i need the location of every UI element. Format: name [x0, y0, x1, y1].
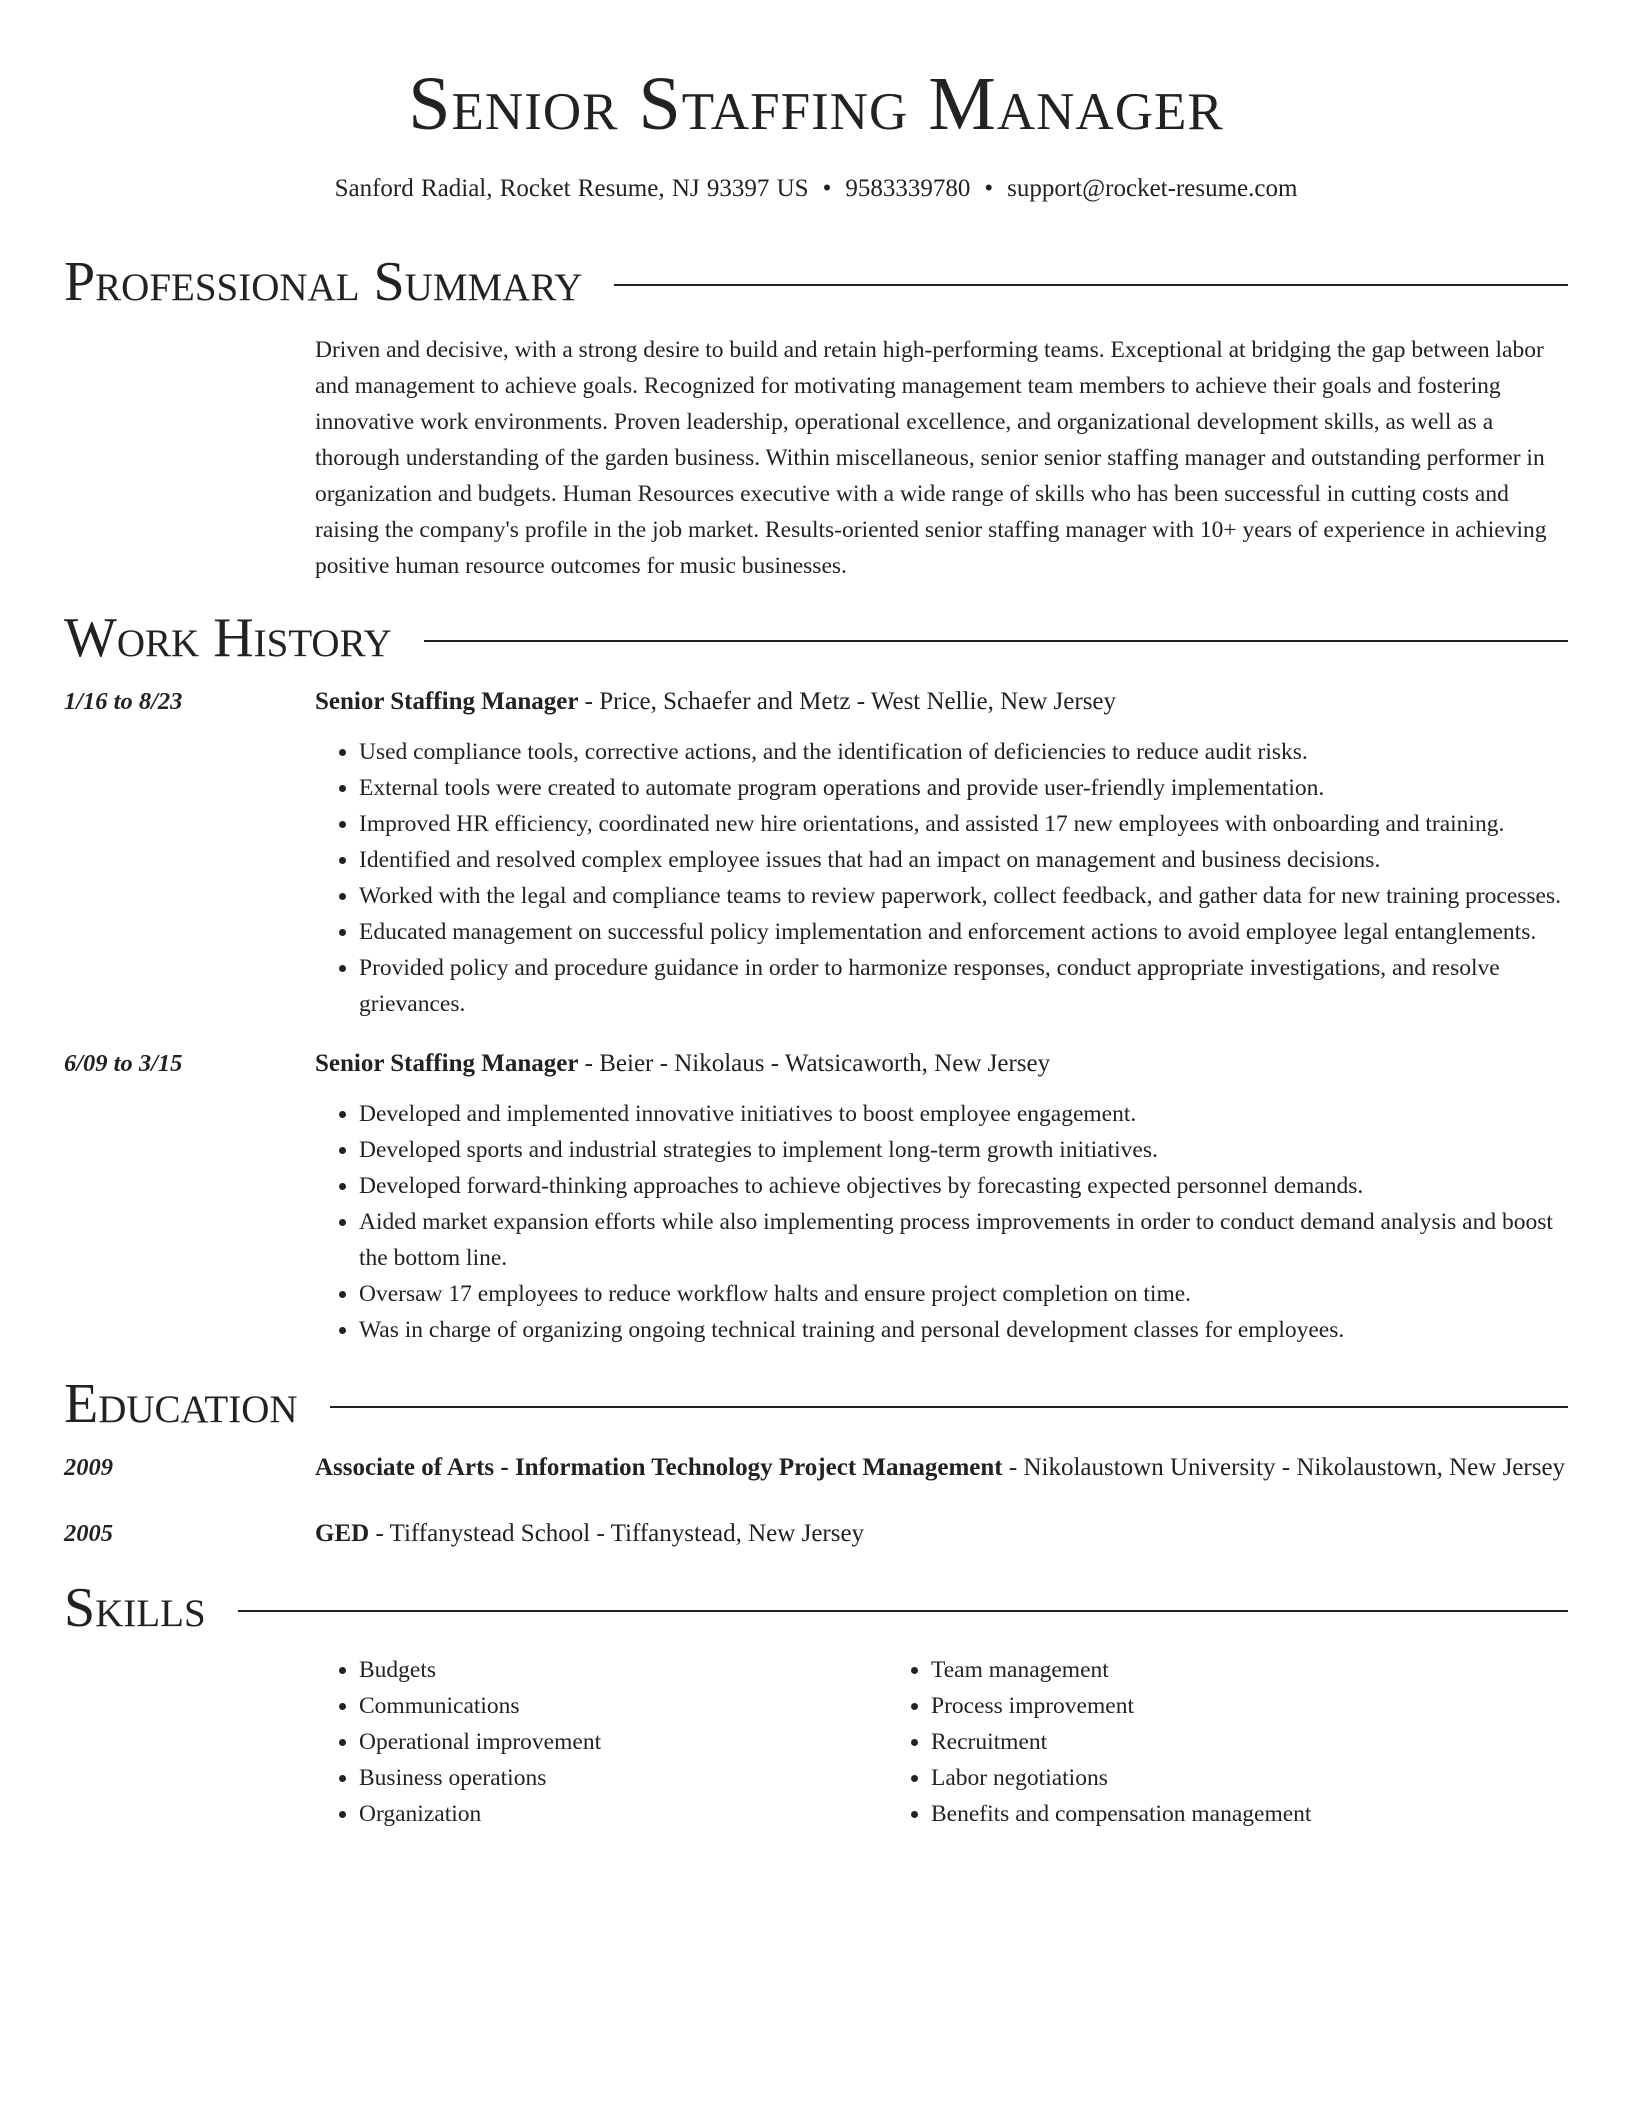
contact-email: support@rocket-resume.com [1007, 175, 1298, 202]
skill-item: • Organization [359, 1796, 887, 1832]
job-title-line [315, 1044, 1568, 1084]
skill-item: • Recruitment [931, 1724, 1568, 1760]
education-section-title: Education [64, 1373, 298, 1435]
job-dates: 6/09 to 3/15 [64, 1050, 183, 1077]
education-section-header [64, 1372, 1568, 1436]
list-item: • Developed sports and industrial strategies to implement long-term growth initiatives. [359, 1132, 1568, 1168]
job-entry [64, 682, 1568, 1022]
education-info [315, 1448, 1568, 1488]
list-item: • Improved HR efficiency, coordinated new hire orientations, and assisted 17 new employees with onboarding and training. [359, 806, 1568, 842]
education-entry [64, 1448, 1568, 1488]
education-year: 2009 [64, 1454, 113, 1481]
job-info [315, 682, 1568, 1022]
skills-section-title: Skills [64, 1577, 206, 1639]
skill-item: • Budgets [359, 1652, 887, 1688]
skill-item: • Operational improvement [359, 1724, 887, 1760]
summary-section-title: Professional Summary [64, 251, 583, 313]
section-divider [614, 284, 1568, 286]
job-info [315, 1044, 1568, 1348]
job-role: Senior Staffing Manager [315, 688, 579, 715]
section-divider [238, 1610, 1568, 1612]
list-item: • Aided market expansion efforts while also implementing process improvements in order to conduct demand analysis and boost the bottom line. [359, 1204, 1568, 1276]
skill-item: • Process improvement [931, 1688, 1568, 1724]
skill-item: • Team management [931, 1652, 1568, 1688]
skills-column-left [315, 1652, 887, 1832]
job-details: - Price, Schaefer and Metz - West Nellie, New Jersey [578, 688, 1117, 715]
job-role: Senior Staffing Manager [315, 1050, 579, 1077]
list-item: • Developed and implemented innovative initiatives to boost employee engagement. [359, 1096, 1568, 1132]
list-item: • Worked with the legal and compliance teams to review paperwork, collect feedback, and gather data for new training processes. [359, 878, 1568, 914]
list-item: • Was in charge of organizing ongoing technical training and personal development classes for employees. [359, 1312, 1568, 1348]
work-section-header [64, 606, 1568, 670]
list-item: • External tools were created to automate program operations and provide user-friendly implementation. [359, 770, 1568, 806]
section-divider [330, 1406, 1568, 1408]
list-item: • Developed forward-thinking approaches to achieve objectives by forecasting expected personnel demands. [359, 1168, 1568, 1204]
summary-section-header [64, 250, 1568, 314]
list-item: • Educated management on successful policy implementation and enforcement actions to avoid employee legal entanglements. [359, 914, 1568, 950]
education-info [315, 1514, 1568, 1554]
list-item: • Oversaw 17 employees to reduce workflow halts and ensure project completion on time. [359, 1276, 1568, 1312]
skills-column-right [887, 1652, 1568, 1832]
skill-item: • Benefits and compensation management [931, 1796, 1568, 1832]
education-year: 2005 [64, 1520, 113, 1547]
education-details: - Nikolaustown University - Nikolaustown, New Jersey [1002, 1454, 1566, 1481]
job-title-line [315, 682, 1568, 722]
summary-text: Driven and decisive, with a strong desire to build and retain high-performing teams. Exceptional at bridging the gap between labor and management to achieve goals. Recognized for motivating management team members to achieve their goals and fostering innovative work environments. Proven leadership, operational excellence, and organizational development skills, as well as a thorough understanding of the garden business. Within miscellaneous, senior senior staffing manager and outstanding performer in organization and budgets. Human Resources executive with a wide range of skills who has been successful in cutting costs and raising the company's profile in the job market. Results-oriented senior staffing manager with 10+ years of experience in achieving positive human resource outcomes for music businesses. [315, 337, 1547, 579]
list-item: • Provided policy and procedure guidance in order to harmonize responses, conduct appropriate investigations, and resolve grievances. [359, 950, 1568, 1022]
job-dates: 1/16 to 8/23 [64, 688, 183, 715]
list-item: • Used compliance tools, corrective actions, and the identification of deficiencies to reduce audit risks. [359, 734, 1568, 770]
list-item: • Identified and resolved complex employee issues that had an impact on management and business decisions. [359, 842, 1568, 878]
skill-item: • Labor negotiations [931, 1760, 1568, 1796]
job-bullets [315, 734, 1568, 1022]
contact-address: Sanford Radial, Rocket Resume, NJ 93397 US [334, 175, 809, 202]
education-degree: Associate of Arts - Information Technology Project Management [315, 1454, 1003, 1481]
education-details: - Tiffanystead School - Tiffanystead, New Jersey [369, 1520, 865, 1547]
job-bullets [315, 1096, 1568, 1348]
education-entry [64, 1514, 1568, 1554]
skills-list [315, 1652, 1568, 1832]
education-degree: GED [315, 1520, 370, 1547]
skill-item: • Business operations [359, 1760, 887, 1796]
resume-name: Senior Staffing Manager [408, 62, 1224, 146]
contact-line [64, 172, 1568, 206]
contact-phone: 9583339780 [845, 175, 971, 202]
work-section-title: Work History [64, 607, 392, 669]
contact-separator: • [984, 175, 994, 202]
skill-item: • Communications [359, 1688, 887, 1724]
job-entry [64, 1044, 1568, 1348]
section-divider [424, 640, 1568, 642]
skills-section-header [64, 1576, 1568, 1640]
job-details: - Beier - Nikolaus - Watsicaworth, New Jersey [578, 1050, 1051, 1077]
contact-separator: • [822, 175, 832, 202]
